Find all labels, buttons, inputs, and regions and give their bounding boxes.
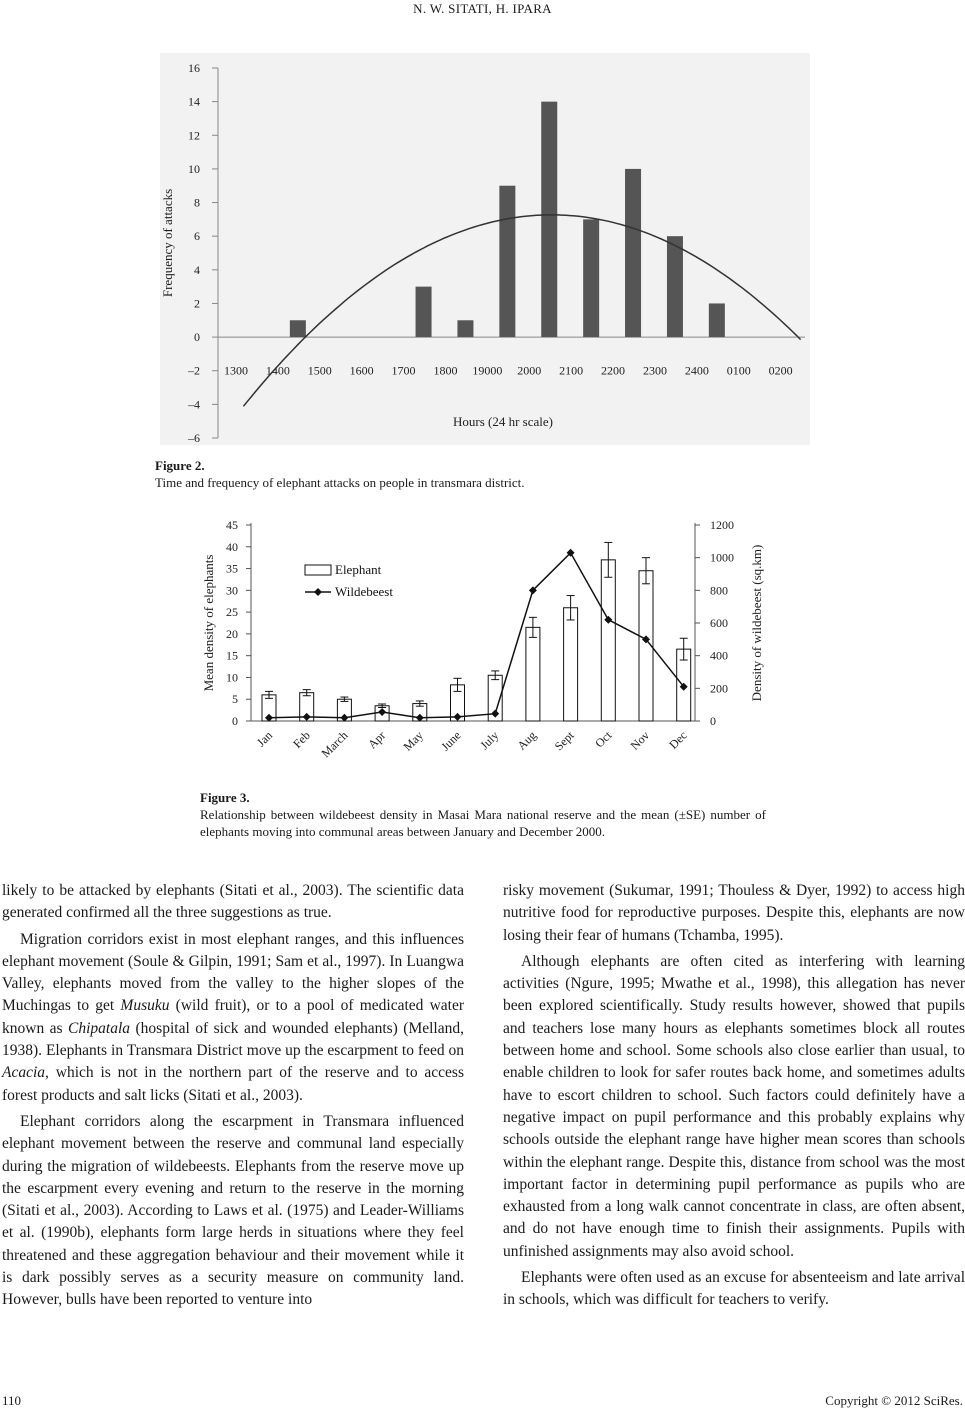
right-column xyxy=(503,880,965,1316)
x-tick-label: March xyxy=(318,728,351,761)
running-header: N. W. SITATI, H. IPARA xyxy=(413,1,552,16)
y-tick-label: 2 xyxy=(194,296,200,311)
y-tick-label: 8 xyxy=(194,195,200,210)
elephant-bar xyxy=(564,608,578,721)
figure-2-caption-title: Figure 2. xyxy=(155,458,205,473)
x-tick-label: 1300 xyxy=(223,363,248,378)
x-tick-label: June xyxy=(438,728,464,754)
legend-wildebeest-label: Wildebeest xyxy=(335,584,393,599)
bar xyxy=(667,236,683,337)
bar xyxy=(290,320,306,337)
x-tick-label: 2300 xyxy=(642,363,667,378)
wildebeest-line xyxy=(269,553,684,718)
x-tick-label: 1600 xyxy=(349,363,374,378)
legend-wildebeest-marker xyxy=(314,588,322,596)
copyright: Copyright © 2012 SciRes. xyxy=(825,1393,963,1408)
y-tick-label: –4 xyxy=(188,397,200,412)
left-y-tick-label: 40 xyxy=(226,539,238,554)
right-y-tick-label: 1000 xyxy=(710,550,734,565)
page-number: 110 xyxy=(2,1393,22,1408)
bar xyxy=(499,186,515,337)
left-y-tick-label: 15 xyxy=(226,648,238,663)
paragraph: risky movement (Sukumar, 1991; Thouless & Dyer, 1992) to access high nutritive food for reproductive purposes. Despite this, elephants are now losing their fear of humans (Tchamba, 1995). xyxy=(503,882,965,944)
bar xyxy=(583,219,599,337)
x-tick-label: May xyxy=(400,728,426,754)
elephant-bar xyxy=(526,627,540,721)
figure-2-caption xyxy=(155,457,775,491)
paragraph: Migration corridors exist in most elephant ranges, and this influences elephant movement (Soule & Gilpin, 1991; Sam et al., 1997). In Luangwa Valley, elephants moved from the valley to the higher slopes of the Muchingas to get Musuku (wild fruit), or to a pool of medicated water known as Chipatala (hospital of sick and wounded elephants) (Melland, 1938). Elephants in Transmara District move up the escarpment to feed on Acacia, which is not in the northern part of the reserve and to access forest products and salt licks (Sitati et al., 2003). xyxy=(2,930,464,1104)
x-tick-label: Dec xyxy=(666,728,690,752)
figure-3-caption-text: Relationship between wildebeest density in Masai Mara national reserve and the mean (±SE) number of elephants moving into communal areas between January and December 2000. xyxy=(200,807,766,839)
y-tick-label: 6 xyxy=(194,229,200,244)
legend-elephant-swatch xyxy=(305,565,331,575)
left-y-tick-label: 10 xyxy=(226,670,238,685)
left-y-tick-label: 35 xyxy=(226,561,238,576)
left-y-tick-label: 45 xyxy=(226,518,238,532)
plot-background xyxy=(160,53,810,445)
left-column xyxy=(2,880,464,1316)
y-tick-label: 14 xyxy=(188,94,200,109)
y-axis-label: Frequency of attacks xyxy=(160,188,175,298)
y-tick-label: –6 xyxy=(188,431,200,445)
y-tick-label: 16 xyxy=(188,61,200,75)
legend-elephant-label: Elephant xyxy=(335,562,382,577)
x-tick-label: Oct xyxy=(592,728,615,751)
right-y-tick-label: 600 xyxy=(710,616,728,630)
left-y-axis-label: Mean density of elephants xyxy=(201,554,216,692)
y-tick-label: –2 xyxy=(188,363,200,378)
y-tick-label: 10 xyxy=(188,161,200,176)
bar xyxy=(625,169,641,337)
x-tick-label: 19000 xyxy=(472,363,503,378)
x-tick-label: 1800 xyxy=(433,363,458,378)
bar xyxy=(709,303,725,337)
x-tick-label: 2000 xyxy=(517,363,542,378)
x-tick-label: Aug xyxy=(514,728,540,753)
elephant-bar xyxy=(601,560,615,721)
x-tick-label: 2200 xyxy=(601,363,626,378)
right-y-tick-label: 200 xyxy=(710,681,728,696)
bar xyxy=(457,320,473,337)
y-tick-label: 12 xyxy=(188,128,200,143)
right-y-tick-label: 400 xyxy=(710,648,728,663)
left-y-tick-label: 5 xyxy=(232,692,238,707)
x-tick-label: 2100 xyxy=(559,363,584,378)
x-tick-label: Sept xyxy=(551,728,577,754)
left-y-tick-label: 0 xyxy=(232,714,238,728)
figure-3-chart xyxy=(195,508,775,793)
x-tick-label: 1700 xyxy=(391,363,416,378)
x-tick-label: Apr xyxy=(365,728,389,752)
x-tick-label: 0100 xyxy=(726,363,751,378)
x-tick-label: July xyxy=(477,728,502,753)
x-tick-label: Nov xyxy=(627,728,653,753)
x-tick-label: Feb xyxy=(290,728,313,751)
paragraph: likely to be attacked by elephants (Sitati et al., 2003). The scientific data generated confirmed all the three suggestions as true. xyxy=(2,882,464,922)
figure-3-caption xyxy=(200,789,766,840)
x-tick-label: 0200 xyxy=(768,363,793,378)
paragraph: Elephants were often used as an excuse for absenteeism and late arrival in schools, which was difficult for teachers to verify. xyxy=(503,1269,965,1309)
right-y-tick-label: 800 xyxy=(710,583,728,598)
x-axis-label: Hours (24 hr scale) xyxy=(453,414,553,429)
paragraph: Elephant corridors along the escarpment in Transmara influenced elephant movement between the reserve and communal land especially during the migration of wildebeests. Elephants from the reserve move up the escarpment every evening and return to the reserve in the morning (Sitati et al., 2003). According to Laws et al. (1975) and Leader-Williams et al. (1990b), elephants form large herds in situations where they feel threatened and these aggregation behaviour and their movement while it is dark possibly serves as a security measure on community land. However, bulls have been reported to venture into xyxy=(2,1112,464,1309)
figure-3-caption-title: Figure 3. xyxy=(200,790,250,805)
right-y-tick-label: 0 xyxy=(710,714,716,728)
x-tick-label: Jan xyxy=(253,728,276,750)
right-y-axis-label: Density of wildebeest (sq.km) xyxy=(749,544,764,702)
x-tick-label: 2400 xyxy=(684,363,709,378)
x-tick-label: 1500 xyxy=(307,363,332,378)
bar xyxy=(541,102,557,337)
left-y-tick-label: 25 xyxy=(226,605,238,620)
left-y-tick-label: 30 xyxy=(226,583,238,598)
y-tick-label: 4 xyxy=(194,262,200,277)
figure-2-caption-text: Time and frequency of elephant attacks on people in transmara district. xyxy=(155,475,525,490)
x-tick-label: 1400 xyxy=(265,363,290,378)
paragraph: Although elephants are often cited as interfering with learning activities (Ngure, 1995; Mwathe et al., 1998), this allegation has never been explored scientifically. Study results however, showed that pupils and teachers lose many hours as elephants sometimes block all routes between home and school. Some schools also close earlier than usual, to enable children to look for safer routes back home, and sometimes adults have to escort children to school. Such factors could definitely have a negative impact on pupil performance and this probably explains why schools outside the elephant range have higher mean scores than schools within the elephant range. Despite this, distance from school was the most important factor in determining pupil performance as pupils who are exhausted from a long walk cannot concentrate in class, are often absent, and do not have enough time to finish their assignments. Pupils with unfinished assignments may also avoid school. xyxy=(503,952,965,1260)
y-tick-label: 0 xyxy=(194,330,200,345)
bar xyxy=(416,287,432,337)
figure-2-chart xyxy=(155,48,815,448)
left-y-tick-label: 20 xyxy=(226,626,238,641)
legend xyxy=(305,562,393,599)
right-y-tick-label: 1200 xyxy=(710,518,734,532)
